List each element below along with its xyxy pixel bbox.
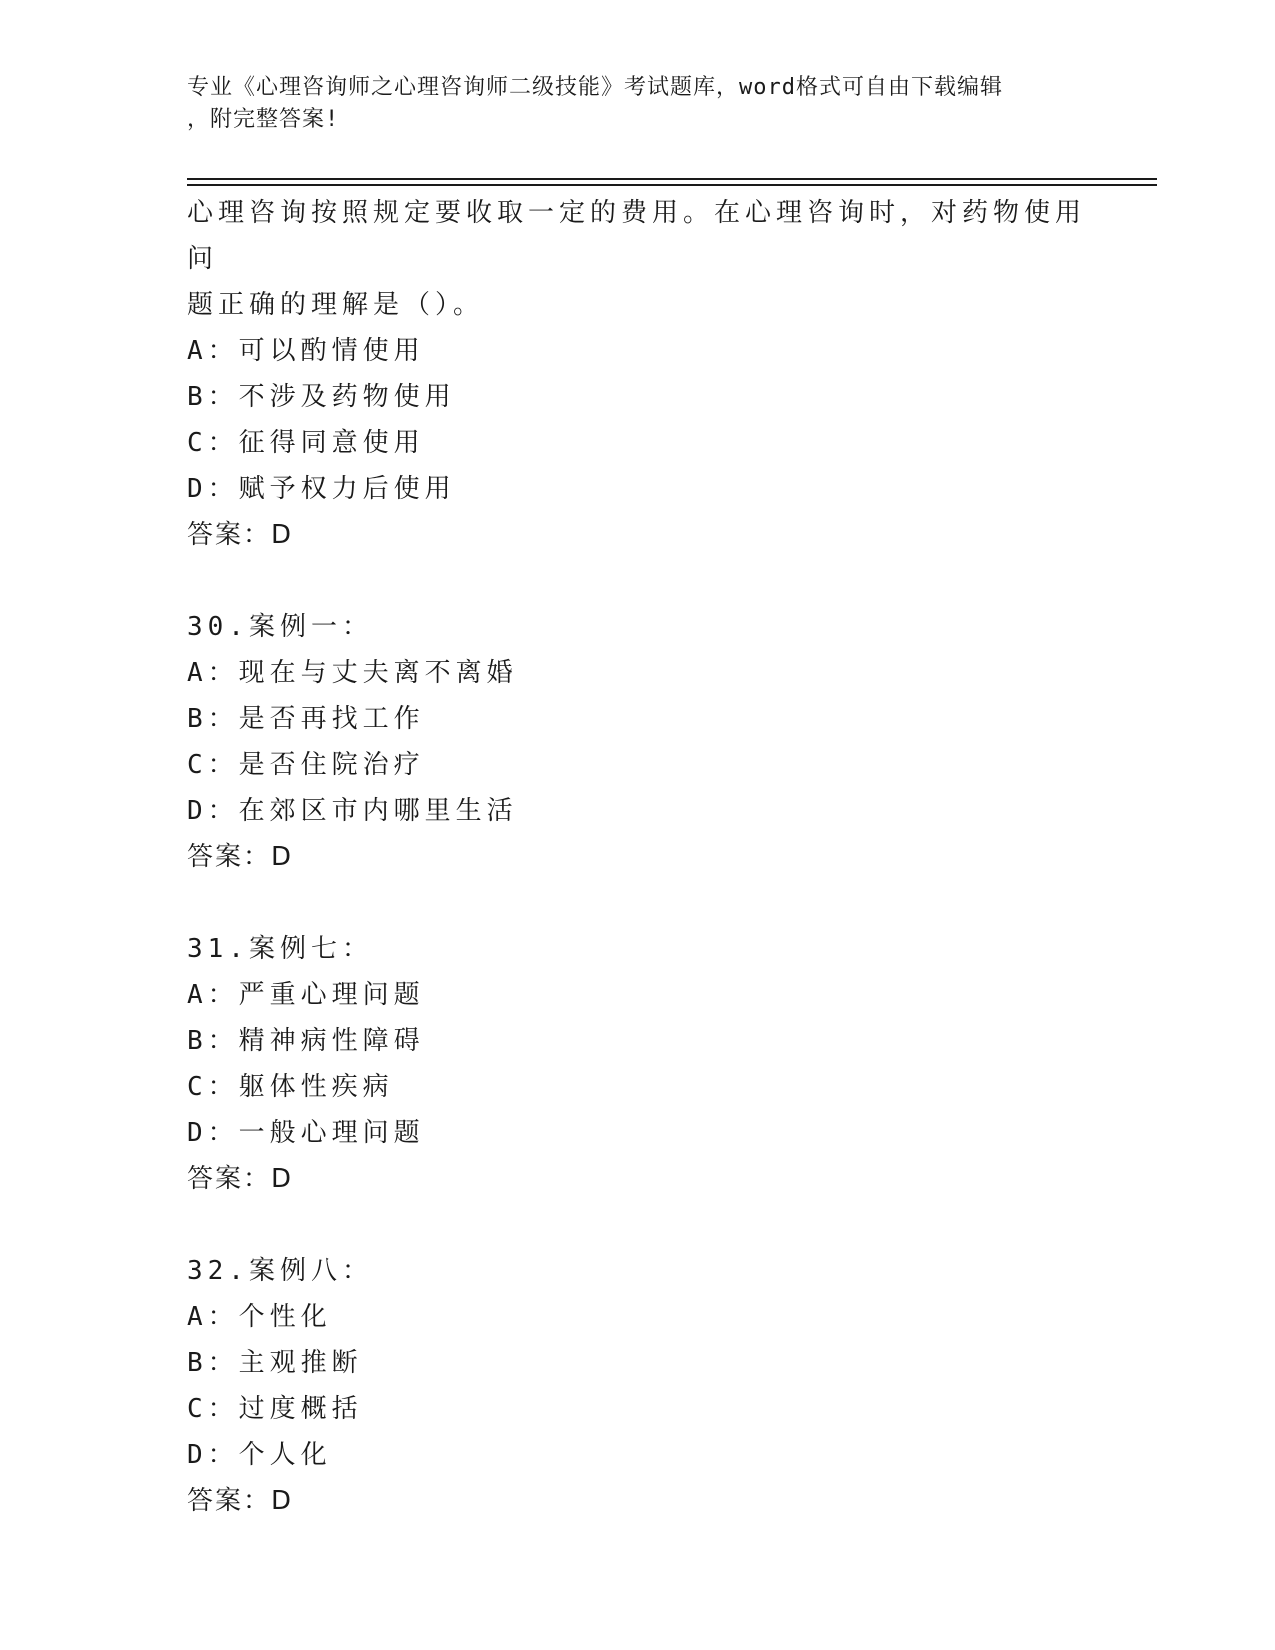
option-d: D：个人化 [187,1440,332,1470]
option-b: B：精神病性障碍 [187,1026,425,1056]
option-d: D：赋予权力后使用 [187,474,456,504]
question-item [187,926,1087,1202]
question-item [187,190,1087,558]
question-stem: 31.案例七： [187,934,373,964]
question-stem: 32.案例八： [187,1256,373,1286]
question-spacer [187,558,1087,604]
option-b: B：不涉及药物使用 [187,382,456,412]
question-item [187,604,1087,880]
option-c: C：过度概括 [187,1394,363,1424]
answer-line: 答案：D [187,1164,294,1194]
option-b: B：是否再找工作 [187,704,425,734]
question-list [187,190,1087,1524]
answer-line: 答案：D [187,1486,294,1516]
option-a: A：严重心理问题 [187,980,425,1010]
header-title-line-1: 专业《心理咨询师之心理咨询师二级技能》考试题库，word格式可自由下载编辑 [187,75,1003,100]
option-d: D：在郊区市内哪里生活 [187,796,518,826]
header-divider-bottom [187,184,1157,186]
header-title-line-2: ，附完整答案! [187,107,340,132]
option-a: A：个性化 [187,1302,332,1332]
header-divider-top [187,178,1157,180]
answer-line: 答案：D [187,842,294,872]
option-a: A：现在与丈夫离不离婚 [187,658,518,688]
answer-line: 答案：D [187,520,294,550]
option-d: D：一般心理问题 [187,1118,425,1148]
option-a: A：可以酌情使用 [187,336,425,366]
option-c: C：是否住院治疗 [187,750,425,780]
document-header [187,72,1067,136]
question-stem: 30.案例一： [187,612,373,642]
question-item [187,1248,1087,1524]
question-spacer [187,1202,1087,1248]
question-spacer [187,880,1087,926]
option-c: C：躯体性疾病 [187,1072,394,1102]
option-b: B：主观推断 [187,1348,363,1378]
question-stem-line-2: 题正确的理解是（）。 [187,290,485,320]
question-stem-line-1: 心理咨询按照规定要收取一定的费用。在心理咨询时，对药物使用问 [187,198,1087,274]
option-c: C：征得同意使用 [187,428,425,458]
